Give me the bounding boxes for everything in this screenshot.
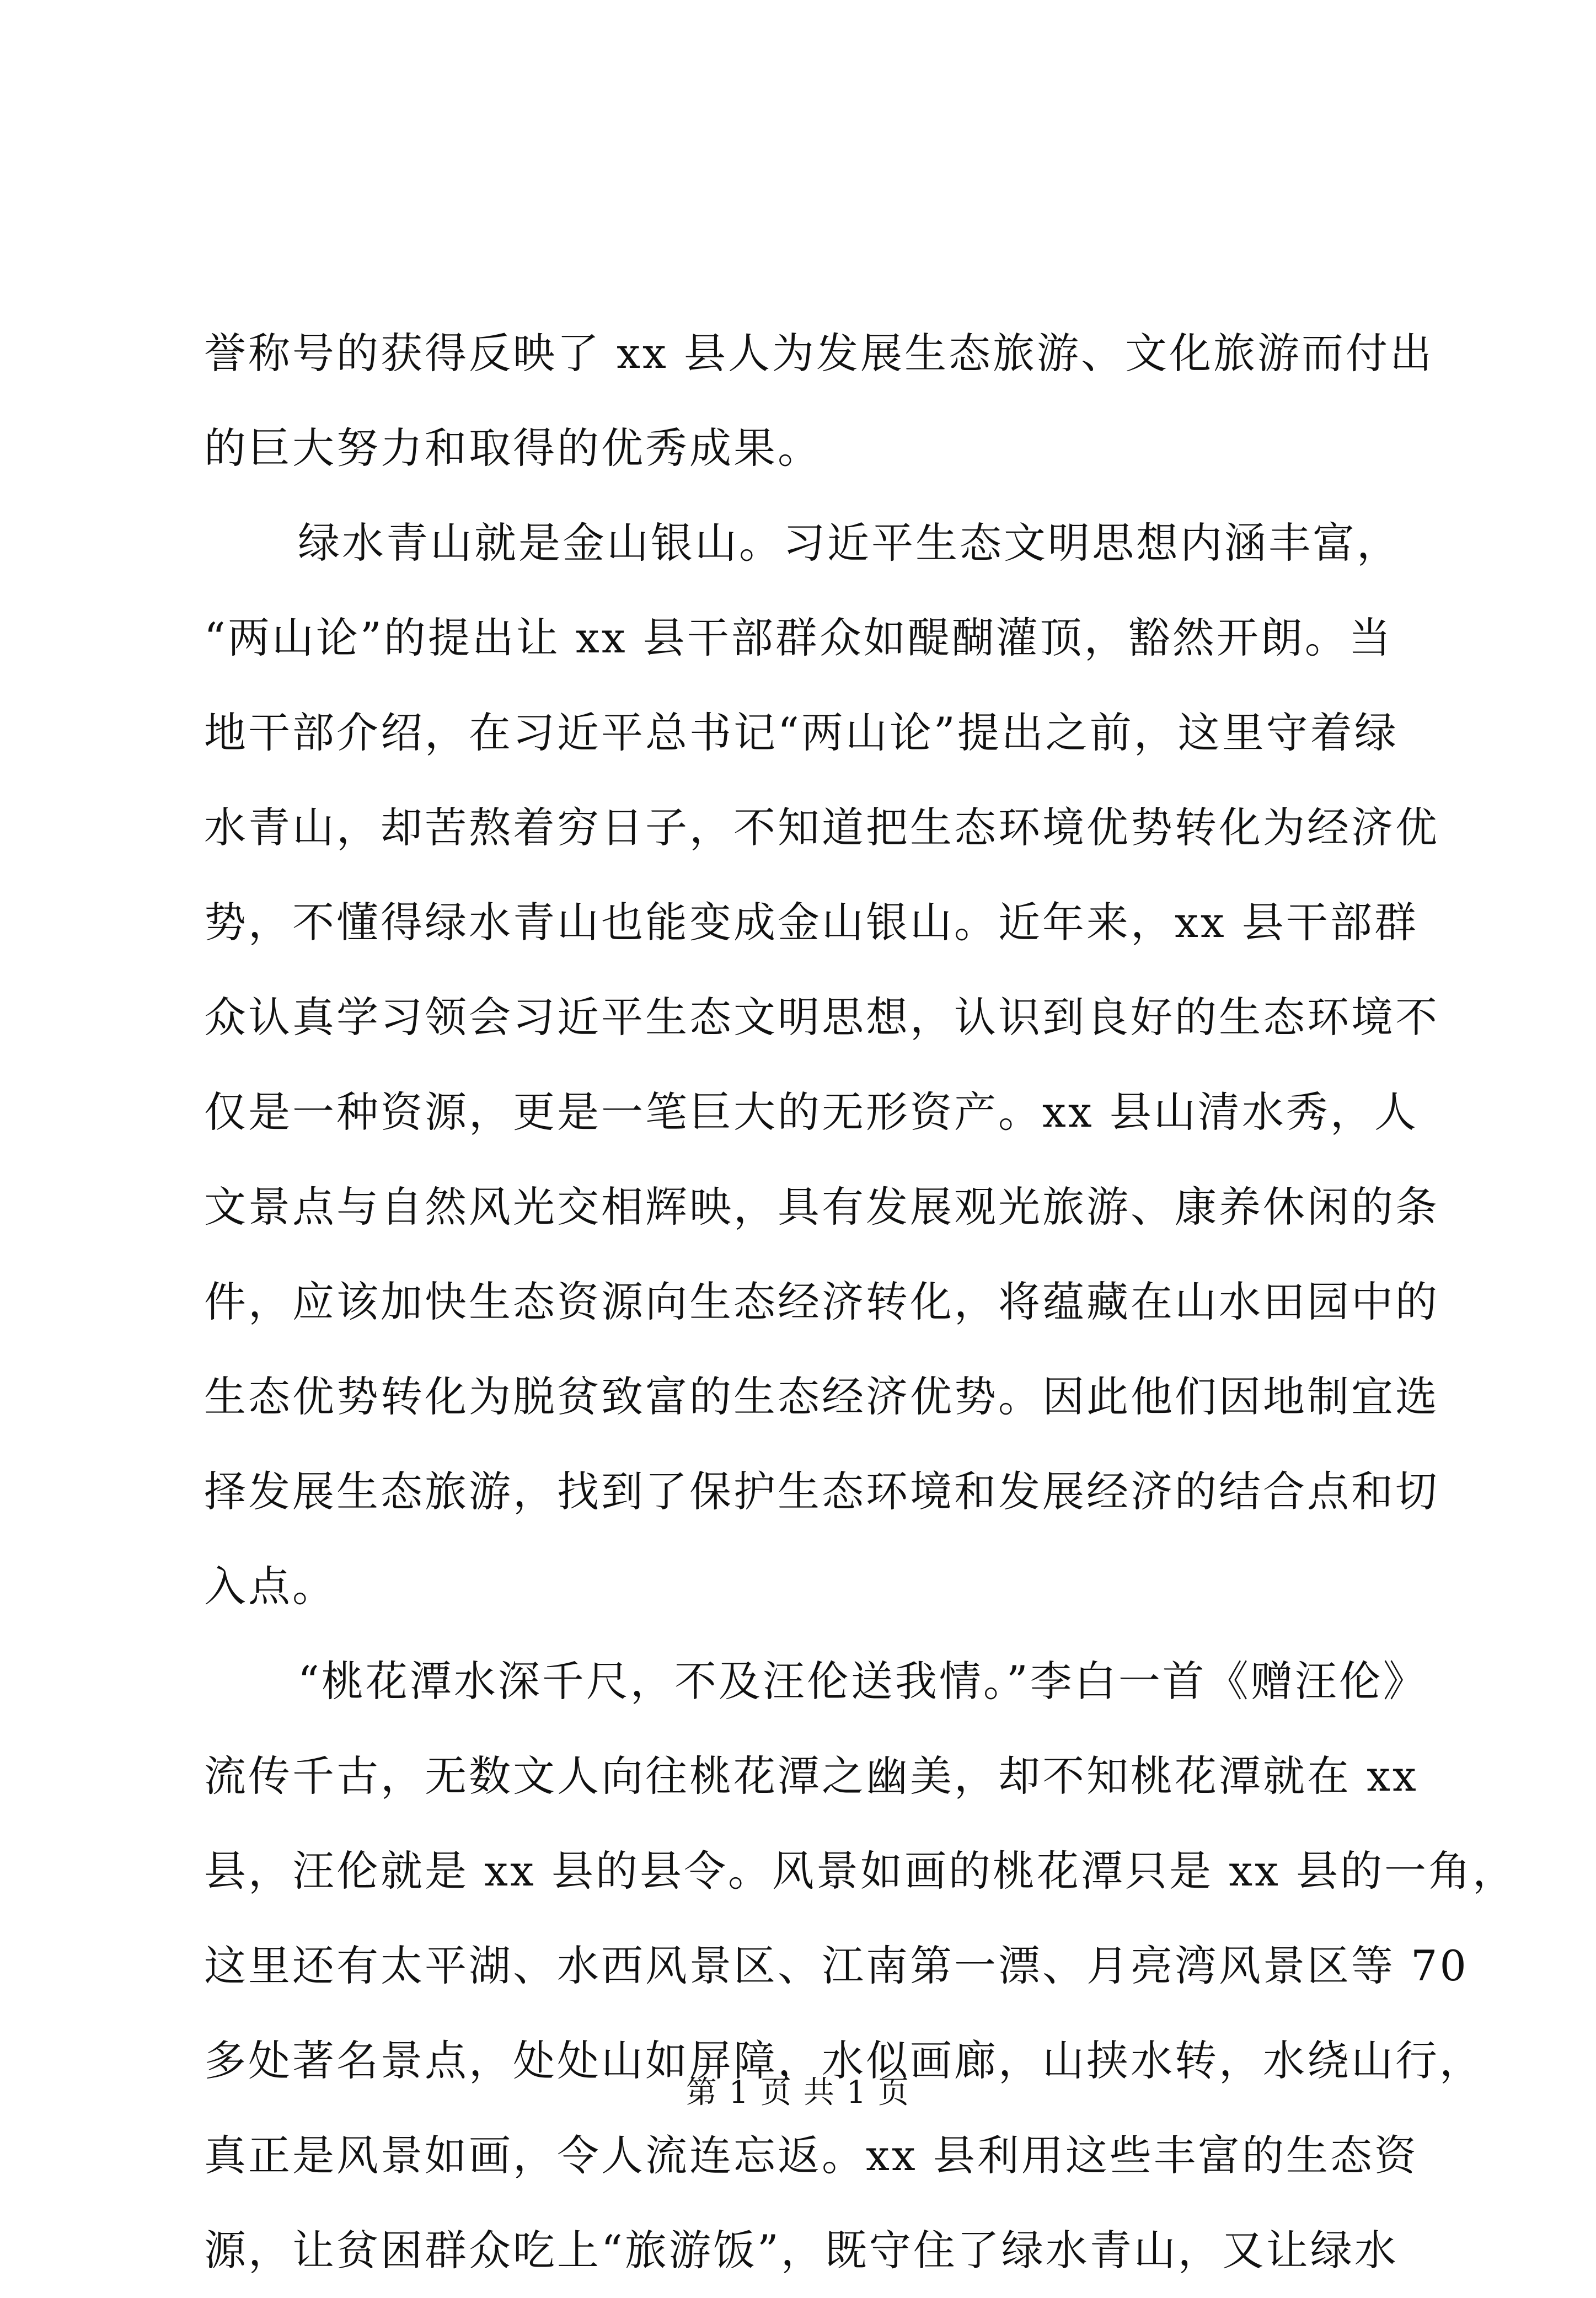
text-line: 流传千古，无数文人向往桃花潭之幽美，却不知桃花潭就在 xx: [204, 1751, 1418, 1801]
document-body: [204, 306, 1517, 2298]
text-line: 绿水青山就是金山银山。习近平生态文明思想内涵丰富，: [298, 518, 1401, 567]
text-line: 仅是一种资源，更是一笔巨大的无形资产。xx 县山清水秀，人: [204, 1088, 1418, 1137]
text-line: 生态优势转化为脱贫致富的生态经济优势。因此他们因地制宜选: [204, 1372, 1439, 1421]
text-line: 势，不懂得绿水青山也能变成金山银山。近年来，xx 县干部群: [204, 898, 1418, 947]
text-line: 源，让贫困群众吃上“旅游饭”，既守住了绿水青山，又让绿水: [204, 2226, 1399, 2275]
text-line: 地干部介绍，在习近平总书记“两山论”提出之前，这里守着绿: [204, 708, 1399, 757]
text-line: 件，应该加快生态资源向生态经济转化，将蕴藏在山水田园中的: [204, 1277, 1439, 1326]
text-line: 众认真学习领会习近平生态文明思想，认识到良好的生态环境不: [204, 993, 1439, 1042]
text-line: 的巨大努力和取得的优秀成果。: [204, 424, 822, 473]
text-line: 多处著名景点，处处山如屏障，水似画廊，山挟水转，水绕山行，: [204, 2036, 1483, 2085]
text-line: 县，汪伦就是 xx 县的县令。风景如画的桃花潭只是 xx 县的一角，: [204, 1846, 1517, 1895]
text-line: 真正是风景如画，令人流连忘返。xx 县利用这些丰富的生态资: [204, 2131, 1418, 2180]
text-line: “桃花潭水深千尺，不及汪伦送我情。”李白一首《赠汪伦》: [298, 1657, 1427, 1706]
text-line: 这里还有太平湖、水西风景区、江南第一漂、月亮湾风景区等 70: [204, 1941, 1469, 1990]
text-line: 择发展生态旅游，找到了保护生态环境和发展经济的结合点和切: [204, 1467, 1439, 1516]
text-line: 水青山，却苦熬着穷日子，不知道把生态环境优势转化为经济优: [204, 803, 1439, 852]
text-line: “两山论”的提出让 xx 县干部群众如醍醐灌顶，豁然开朗。当: [204, 613, 1393, 662]
page-number-footer: 第 1 页 共 1 页: [685, 2075, 911, 2110]
text-line: 文景点与自然风光交相辉映，具有发展观光旅游、康养休闲的条: [204, 1182, 1439, 1231]
text-line: 誉称号的获得反映了 xx 县人为发展生态旅游、文化旅游而付出: [204, 329, 1434, 378]
text-line: 入点。: [204, 1562, 336, 1611]
